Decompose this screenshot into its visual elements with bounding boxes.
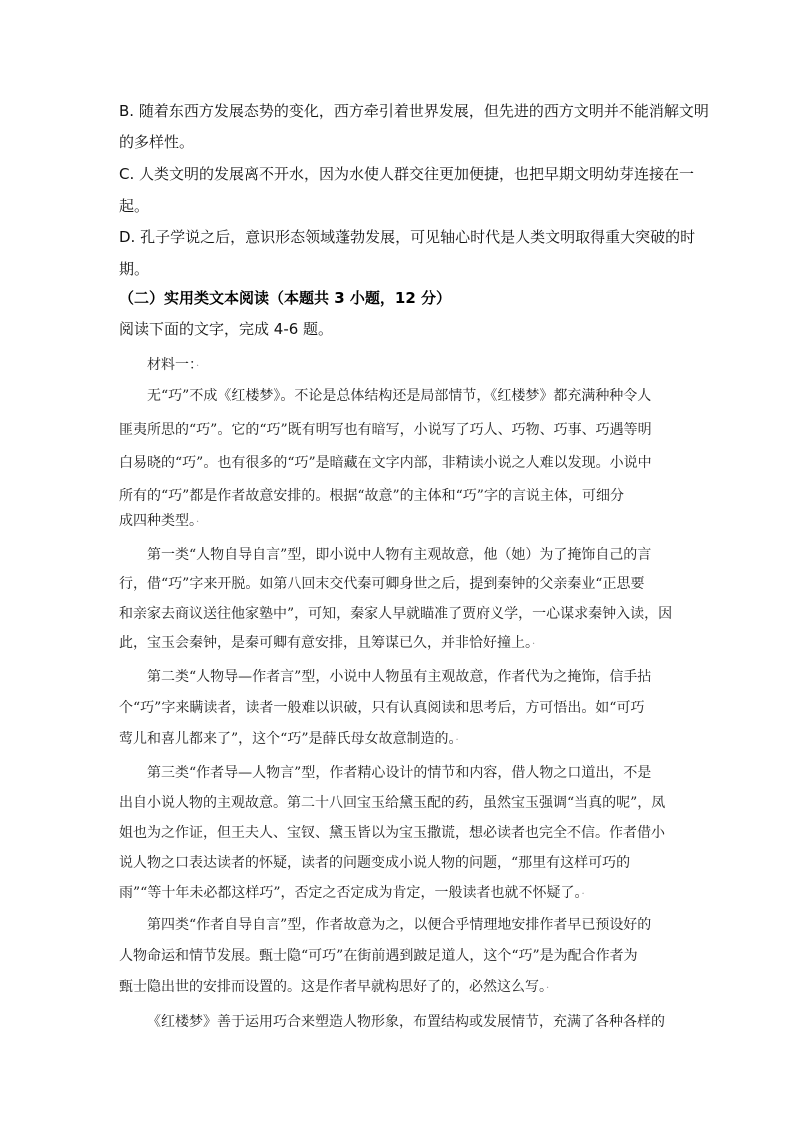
paragraph-5-line-2: 人物命运和情节发展。甄士隐“可巧”在街前遇到跛足道人，这个“巧”是为配合作者为 (119, 948, 638, 964)
option-b-line-1: B. 随着东西方发展态势的变化，西方牵引着世界发展，但先进的西方文明并不能消解文明 (119, 102, 709, 120)
paragraph-4-line-4: 说人物之口表达读者的怀疑，读者的问题变成小说人物的问题，“那里有这样可巧的 (119, 855, 631, 871)
paragraph-1-line-2: 匪夷所思的“巧”。它的“巧”既有明写也有暗写，小说写了巧人、巧物、巧事、巧遇等明 (119, 422, 652, 438)
paragraph-5-line-1: 第四类“作者自导自言”型，作者故意为之，以便合乎情理地安排作者早已预设好的 (147, 917, 652, 933)
paragraph-4-line-2: 出自小说人物的主观故意。第二十八回宝玉给黛玉配的药，虽然宝玉强调“当真的呢”，凤 (119, 795, 666, 811)
paragraph-2-line-2: 行，借“巧”字来开脱。如第八回末交代秦可卿身世之后，提到秦钟的父亲秦业“正思要 (119, 576, 645, 592)
paragraph-3-line-1: 第二类“人物导—作者言”型，小说中人物虽有主观故意，作者代为之掩饰，信手拈 (147, 669, 652, 685)
paragraph-2-line-4: 此，宝玉会秦钟，是秦可卿有意安排，且筹谋已久，并非恰好撞上。· (119, 635, 536, 651)
option-c-line-2: 起。 (119, 197, 150, 215)
paragraph-6-line-1: 《红楼梦》善于运用巧合来塑造人物形象，布置结构或发展情节，充满了各种各样的 (147, 1014, 665, 1030)
paragraph-1-line-1: 无“巧”不成《红楼梦》。不论是总体结构还是局部情节，《红楼梦》都充满种种令人 (147, 388, 652, 404)
paragraph-4-line-1: 第三类“作者导—人物言”型，作者精心设计的情节和内容，借人物之口道出，不是 (147, 765, 652, 781)
material-label: 材料一：· (147, 357, 200, 373)
instruction-text: 阅读下面的文字，完成 4-6 题。 (119, 320, 334, 338)
paragraph-3-line-3: 莺儿和喜儿都来了”，这个“巧”是薛氏母女故意制造的。· (119, 731, 459, 747)
option-b-line-2: 的多样性。 (119, 133, 195, 151)
paragraph-4-line-5: 雨”“等十年未必都这样巧”，否定之否定成为肯定，一般读者也就不怀疑了。· (119, 885, 585, 901)
paragraph-4-line-3: 姐也为之作证，但王夫人、宝钗、黛玉皆以为宝玉撒谎，想必读者也完全不信。作者借小 (119, 825, 665, 841)
paragraph-2-line-3: 和亲家去商议送往他家塾中”，可知，秦家人早就瞄准了贾府义学，一心谋求秦钟入读，因 (119, 606, 673, 622)
section-heading: （二）实用类文本阅读（本题共 3 小题，12 分） (119, 289, 451, 307)
paragraph-1-line-4: 所有的“巧”都是作者故意安排的。根据“故意”的主体和“巧”字的言说主体，可细分 (119, 488, 624, 504)
option-d-line-2: 期。 (119, 260, 150, 278)
paragraph-5-line-3: 甄士隐出世的安排而设置的。这是作者早就构思好了的，必然这么写。· (119, 979, 550, 995)
paragraph-2-line-1: 第一类“人物自导自言”型，即小说中人物有主观故意，他（她）为了掩饰自己的言 (147, 547, 652, 563)
option-c-line-1: C. 人类文明的发展离不开水，因为水使人群交往更加便捷，也把早期文明幼芽连接在一 (119, 165, 695, 183)
option-d-line-1: D. 孔子学说之后，意识形态领域蓬勃发展，可见轴心时代是人类文明取得重大突破的时 (119, 228, 696, 246)
paragraph-1-line-3: 白易晓的“巧”。也有很多的“巧”是暗藏在文字内部，非精读小说之人难以发现。小说中 (119, 455, 652, 471)
paragraph-1-line-5: 成四种类型。· (119, 513, 200, 529)
paragraph-3-line-2: 个“巧”字来瞒读者，读者一般难以识破，只有认真阅读和思考后，方可悟出。如“可巧 (119, 700, 645, 716)
